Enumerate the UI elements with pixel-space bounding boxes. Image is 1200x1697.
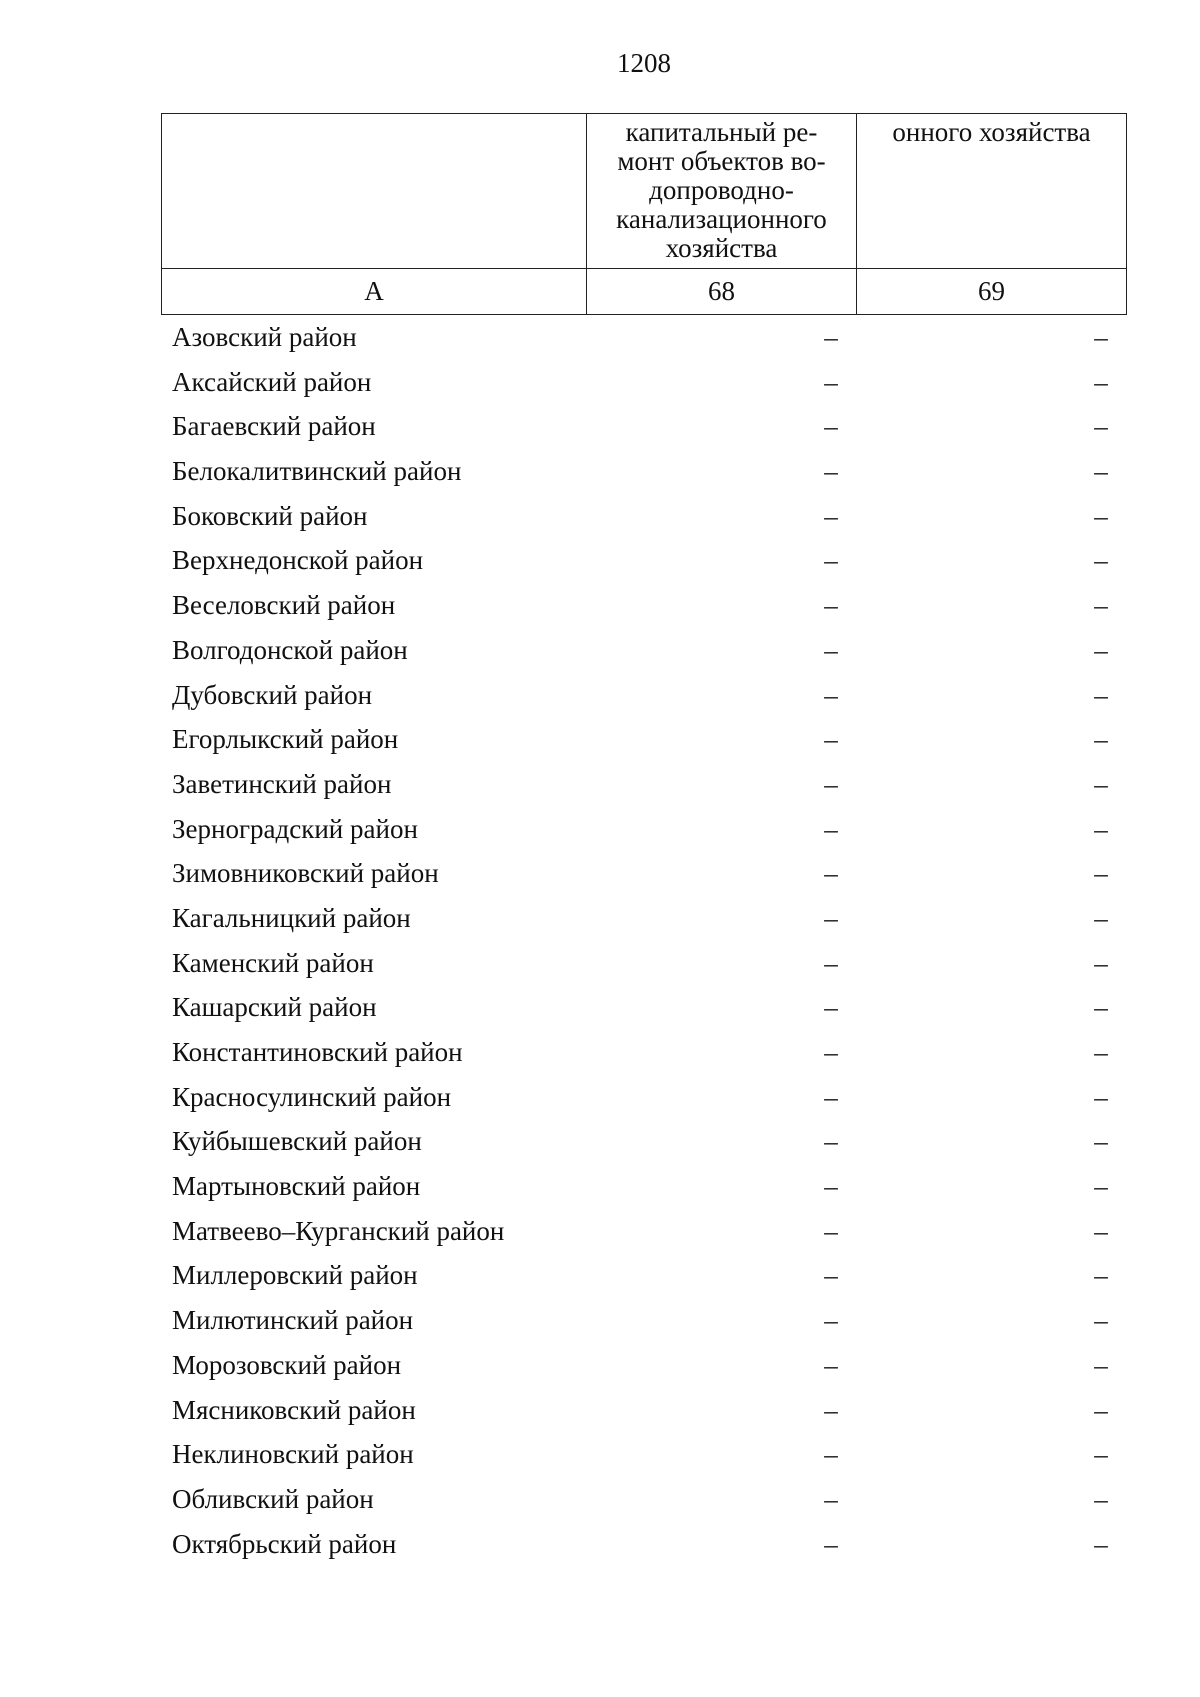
- value-col-68: –: [824, 1081, 838, 1112]
- value-col-68: –: [824, 813, 838, 844]
- value-col-68: –: [824, 858, 838, 889]
- table-row: [161, 406, 1123, 451]
- header-col1-line: капитальный ре-: [625, 117, 818, 147]
- value-col-69: –: [1094, 1126, 1108, 1157]
- district-name: Обливский район: [172, 1483, 374, 1514]
- value-col-68: –: [824, 1037, 838, 1067]
- value-col-68: –: [824, 634, 838, 665]
- value-col-68: –: [824, 456, 838, 487]
- value-col-69: –: [1094, 1483, 1108, 1514]
- value-col-68: –: [824, 1305, 838, 1336]
- value-col-69: –: [1094, 1081, 1108, 1112]
- value-col-69: –: [1094, 1349, 1108, 1380]
- header-row: [162, 114, 1127, 269]
- value-col-69: –: [1094, 679, 1108, 710]
- value-col-69: –: [1094, 1260, 1108, 1291]
- value-col-69: –: [1094, 724, 1108, 755]
- district-name: Октябрьский район: [172, 1528, 397, 1559]
- value-col-68: –: [824, 590, 838, 621]
- district-name: Багаевский район: [172, 411, 376, 442]
- district-name: Заветинский район: [172, 768, 392, 799]
- value-col-68: –: [824, 500, 838, 531]
- district-name: Красносулинский район: [172, 1081, 452, 1112]
- district-name: Кашарский район: [172, 992, 377, 1023]
- table-row: [161, 809, 1123, 854]
- value-col-68: –: [824, 768, 838, 799]
- table-row: [161, 675, 1123, 720]
- header-col1-line: монт объектов во-: [617, 146, 826, 176]
- district-name: Матвеево–Курганский район: [172, 1215, 505, 1246]
- district-name: Верхнедонской район: [172, 545, 424, 576]
- table-row: [161, 719, 1123, 764]
- district-name: Морозовский район: [172, 1349, 402, 1380]
- district-name: Каменский район: [172, 947, 374, 978]
- value-col-68: –: [824, 1394, 838, 1425]
- table-row: [161, 898, 1123, 943]
- value-col-68: –: [824, 992, 838, 1023]
- table-row: [161, 987, 1123, 1032]
- value-col-69: –: [1094, 366, 1108, 397]
- value-col-68: –: [824, 1171, 838, 1202]
- table-row: [161, 1345, 1123, 1390]
- value-col-69: –: [1094, 545, 1108, 576]
- value-col-68: –: [824, 545, 838, 576]
- value-col-68: –: [824, 902, 838, 933]
- district-name: Мартыновский район: [172, 1171, 421, 1202]
- table-row: [161, 1300, 1123, 1345]
- district-name: Миллеровский район: [172, 1260, 418, 1291]
- value-col-69: –: [1094, 902, 1108, 933]
- district-name: Неклиновский район: [172, 1439, 414, 1470]
- value-col-68: –: [824, 411, 838, 442]
- value-col-69: –: [1094, 634, 1108, 665]
- table-row: [161, 362, 1123, 407]
- district-name: Зимовниковский район: [172, 858, 439, 889]
- district-name: Веселовский район: [172, 590, 396, 621]
- value-col-68: –: [824, 1483, 838, 1514]
- value-col-69: –: [1094, 322, 1108, 352]
- table-row: [161, 1121, 1123, 1166]
- value-col-68: –: [824, 679, 838, 710]
- district-name: Кагальницкий район: [172, 902, 411, 933]
- district-name: Зерноградский район: [172, 813, 418, 844]
- district-name: Волгодонской район: [172, 634, 408, 665]
- value-col-69: –: [1094, 768, 1108, 799]
- table-row: [161, 1434, 1123, 1479]
- page-number: 1208: [617, 48, 671, 78]
- header-cell-col2: [857, 114, 1127, 269]
- value-col-69: –: [1094, 411, 1108, 442]
- value-col-69: –: [1094, 1439, 1108, 1470]
- value-col-68: –: [824, 366, 838, 397]
- table-row: [161, 853, 1123, 898]
- column-number-69: 69: [857, 269, 1127, 315]
- table-row: [161, 451, 1123, 496]
- value-col-69: –: [1094, 590, 1108, 621]
- district-name: Константиновский район: [172, 1037, 463, 1067]
- value-col-69: –: [1094, 947, 1108, 978]
- header-col2-line: онного хозяйства: [892, 117, 1091, 147]
- value-col-68: –: [824, 1260, 838, 1291]
- value-col-69: –: [1094, 1037, 1108, 1067]
- column-number-a: А: [162, 269, 587, 315]
- value-col-69: –: [1094, 500, 1108, 531]
- value-col-68: –: [824, 1215, 838, 1246]
- district-name: Куйбышевский район: [172, 1126, 422, 1157]
- district-name: Егорлыкский район: [172, 724, 399, 755]
- header-col1-text: [587, 114, 856, 263]
- table-row: [161, 1479, 1123, 1524]
- value-col-68: –: [824, 322, 838, 352]
- value-col-69: –: [1094, 992, 1108, 1023]
- header-col2-text: [857, 114, 1126, 147]
- header-col1-line: хозяйства: [665, 233, 778, 263]
- value-col-69: –: [1094, 1394, 1108, 1425]
- table-row: [161, 317, 1123, 362]
- district-name: Азовский район: [172, 322, 357, 352]
- header-cell-col1: [587, 114, 857, 269]
- value-col-69: –: [1094, 1171, 1108, 1202]
- value-col-69: –: [1094, 456, 1108, 487]
- table-row: [161, 1166, 1123, 1211]
- value-col-68: –: [824, 724, 838, 755]
- table-body: [161, 317, 1123, 1568]
- header-col1-line: допроводно-: [649, 175, 794, 205]
- table-row: [161, 943, 1123, 988]
- value-col-69: –: [1094, 1215, 1108, 1246]
- value-col-69: –: [1094, 1305, 1108, 1336]
- district-name: Белокалитвинский район: [172, 456, 462, 487]
- value-col-69: –: [1094, 813, 1108, 844]
- value-col-68: –: [824, 1528, 838, 1559]
- table-row: [161, 1390, 1123, 1435]
- district-name: Мясниковский район: [172, 1394, 416, 1425]
- header-col1-line: канализационного: [616, 204, 827, 234]
- district-name: Дубовский район: [172, 679, 373, 710]
- table-row: [161, 764, 1123, 809]
- header-cell-region: [162, 114, 587, 269]
- district-name: Аксайский район: [172, 366, 372, 397]
- table-row: [161, 540, 1123, 585]
- table-row: [161, 1255, 1123, 1300]
- value-col-68: –: [824, 1126, 838, 1157]
- value-col-69: –: [1094, 1528, 1108, 1559]
- column-number-68: 68: [587, 269, 857, 315]
- district-name: Боковский район: [172, 500, 368, 531]
- value-col-69: –: [1094, 858, 1108, 889]
- value-col-68: –: [824, 947, 838, 978]
- column-number-row: [162, 269, 1127, 315]
- table-header: [161, 113, 1127, 315]
- table-row: [161, 630, 1123, 675]
- value-col-68: –: [824, 1439, 838, 1470]
- value-col-68: –: [824, 1349, 838, 1380]
- table-row: [161, 1077, 1123, 1122]
- district-name: Милютинский район: [172, 1305, 414, 1336]
- table-row: [161, 496, 1123, 541]
- table-row: [161, 1211, 1123, 1256]
- table-row: [161, 1524, 1123, 1569]
- table-row: [161, 1032, 1123, 1077]
- table-row: [161, 585, 1123, 630]
